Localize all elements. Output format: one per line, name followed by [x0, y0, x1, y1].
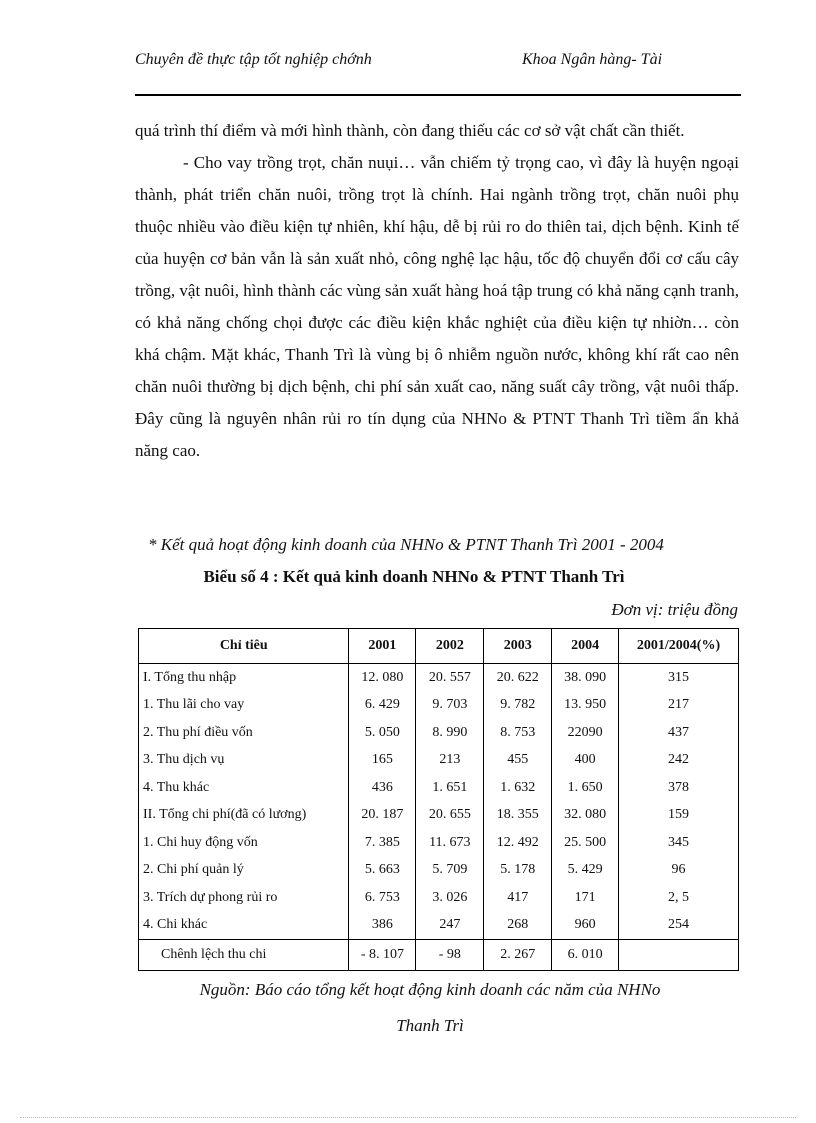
source-note [0, 972, 816, 1044]
table-cell: 8. 990 [416, 719, 484, 747]
table-cell: 25. 500 [552, 829, 619, 857]
table-cell: 213 [416, 747, 484, 775]
table-row [139, 774, 739, 802]
unit-label: Đơn vị: triệu đồng [611, 600, 738, 619]
table-cell: - 8. 107 [349, 940, 416, 971]
table-cell: 5. 429 [552, 857, 619, 885]
table-cell: 960 [552, 912, 619, 940]
bottom-divider [20, 1117, 796, 1118]
table-cell: 6. 753 [349, 884, 416, 912]
column-header: 2003 [484, 629, 552, 664]
table-cell: 12. 080 [349, 664, 416, 692]
table-row [139, 884, 739, 912]
row-label: 2. Thu phí điều vốn [139, 719, 349, 747]
table-cell: 159 [619, 802, 739, 830]
table-cell: 6. 429 [349, 692, 416, 720]
row-label: 3. Trích dự phong rủi ro [139, 884, 349, 912]
table-row [139, 857, 739, 885]
table-cell: 20. 655 [416, 802, 484, 830]
table-cell: 455 [484, 747, 552, 775]
table-cell: 18. 355 [484, 802, 552, 830]
table-cell: 2. 267 [484, 940, 552, 971]
table-cell: 437 [619, 719, 739, 747]
table-cell: 400 [552, 747, 619, 775]
table-header-row [139, 629, 739, 664]
table-row [139, 719, 739, 747]
table-row [139, 747, 739, 775]
row-label: 3. Thu dịch vụ [139, 747, 349, 775]
table-row [139, 912, 739, 940]
table-cell: 11. 673 [416, 829, 484, 857]
table-cell: 5. 709 [416, 857, 484, 885]
page-header [135, 50, 741, 94]
column-header: Chỉ tiêu [139, 629, 349, 664]
row-label: 1. Chi huy động vốn [139, 829, 349, 857]
table-cell: 32. 080 [552, 802, 619, 830]
table-cell: 5. 050 [349, 719, 416, 747]
table-cell: 1. 632 [484, 774, 552, 802]
table-cell: 5. 178 [484, 857, 552, 885]
table-cell: 20. 187 [349, 802, 416, 830]
paragraph-2: - Cho vay trồng trọt, chăn nuụi… vẫn chiếm tỷ trọng cao, vì đây là huyện ngoại thành, phát triển chăn nuôi, trồng trọt là chính. Hai ngành trồng trọt, chăn nuôi phụ thuộc nhiều vào điều kiện tự nhiên, khí hậu, dễ bị rủi ro do thiên tai, dịch bệnh. Kinh tế của huyện cơ bản vẫn là sản xuất nhỏ, công nghệ lạc hậu, tốc độ chuyển đổi cơ cấu cây trồng, vật nuôi, hình thành các vùng sản xuất hàng hoá tập trung có khả năng cạnh tranh, có khả năng chống chọi được các điều kiện khắc nghiệt của điều kiện tự nhiờn… còn khá chậm. Mặt khác, Thanh Trì là vùng bị ô nhiễm nguồn nước, không khí rất cao nên chăn nuôi thường bị dịch bệnh, chi phí sản xuất cao, năng suất cây trồng, vật nuôi thấp. Đây cũng là nguyên nhân rủi ro tín dụng của NHNo & PTNT Thanh Trì tiềm ẩn khả năng cao. [135, 153, 739, 460]
column-header: 2001/2004(%) [619, 629, 739, 664]
table-total-row [139, 940, 739, 971]
table-title: Biểu số 4 : Kết quả kinh doanh NHNo & PTNT Thanh Trì [203, 567, 625, 586]
table-cell: 165 [349, 747, 416, 775]
table-row [139, 829, 739, 857]
table-cell: 171 [552, 884, 619, 912]
body-text [135, 115, 739, 467]
table-cell: 5. 663 [349, 857, 416, 885]
table-cell: - 98 [416, 940, 484, 971]
table-cell: 9. 703 [416, 692, 484, 720]
row-label: II. Tổng chi phí(đã có lương) [139, 802, 349, 830]
table-cell [619, 940, 739, 971]
section-note: * Kết quả hoạt động kinh doanh của NHNo & PTNT Thanh Trì 2001 - 2004 [148, 535, 664, 554]
table-cell: 386 [349, 912, 416, 940]
row-label: Chênh lệch thu chi [139, 940, 349, 971]
header-left: Chuyên đề thực tập tốt nghiệp chớnh [135, 51, 372, 68]
table-cell: 1. 651 [416, 774, 484, 802]
row-label: 1. Thu lãi cho vay [139, 692, 349, 720]
column-header: 2001 [349, 629, 416, 664]
table-cell: 1. 650 [552, 774, 619, 802]
table-cell: 13. 950 [552, 692, 619, 720]
source-line-2: Thanh Trì [396, 1016, 464, 1035]
row-label: 2. Chi phí quản lý [139, 857, 349, 885]
table-cell: 436 [349, 774, 416, 802]
table-cell: 12. 492 [484, 829, 552, 857]
table-cell: 20. 622 [484, 664, 552, 692]
header-right: Khoa Ngân hàng- Tài [522, 51, 663, 68]
table-row [139, 692, 739, 720]
table-cell: 268 [484, 912, 552, 940]
table-cell: 6. 010 [552, 940, 619, 971]
table-cell: 38. 090 [552, 664, 619, 692]
results-table [138, 628, 739, 971]
table-cell: 247 [416, 912, 484, 940]
column-header: 2004 [552, 629, 619, 664]
column-header: 2002 [416, 629, 484, 664]
table-cell: 254 [619, 912, 739, 940]
table-cell: 7. 385 [349, 829, 416, 857]
table-cell: 22090 [552, 719, 619, 747]
source-line-1: Nguồn: Báo cáo tổng kết hoạt động kinh doanh các năm của NHNo [199, 980, 661, 999]
table-cell: 9. 782 [484, 692, 552, 720]
table-cell: 417 [484, 884, 552, 912]
row-label: 4. Chi khác [139, 912, 349, 940]
table-row [139, 664, 739, 692]
table-row [139, 802, 739, 830]
row-label: I. Tổng thu nhập [139, 664, 349, 692]
table-cell: 20. 557 [416, 664, 484, 692]
row-label: 4. Thu khác [139, 774, 349, 802]
table-cell: 217 [619, 692, 739, 720]
table-cell: 8. 753 [484, 719, 552, 747]
table-cell: 345 [619, 829, 739, 857]
table-cell: 3. 026 [416, 884, 484, 912]
table-cell: 242 [619, 747, 739, 775]
table-cell: 378 [619, 774, 739, 802]
paragraph-1: quá trình thí điểm và mới hình thành, còn đang thiếu các cơ sở vật chất cần thiết. [135, 121, 685, 140]
table-cell: 315 [619, 664, 739, 692]
table-cell: 2, 5 [619, 884, 739, 912]
table-cell: 96 [619, 857, 739, 885]
header-rule [135, 94, 741, 96]
